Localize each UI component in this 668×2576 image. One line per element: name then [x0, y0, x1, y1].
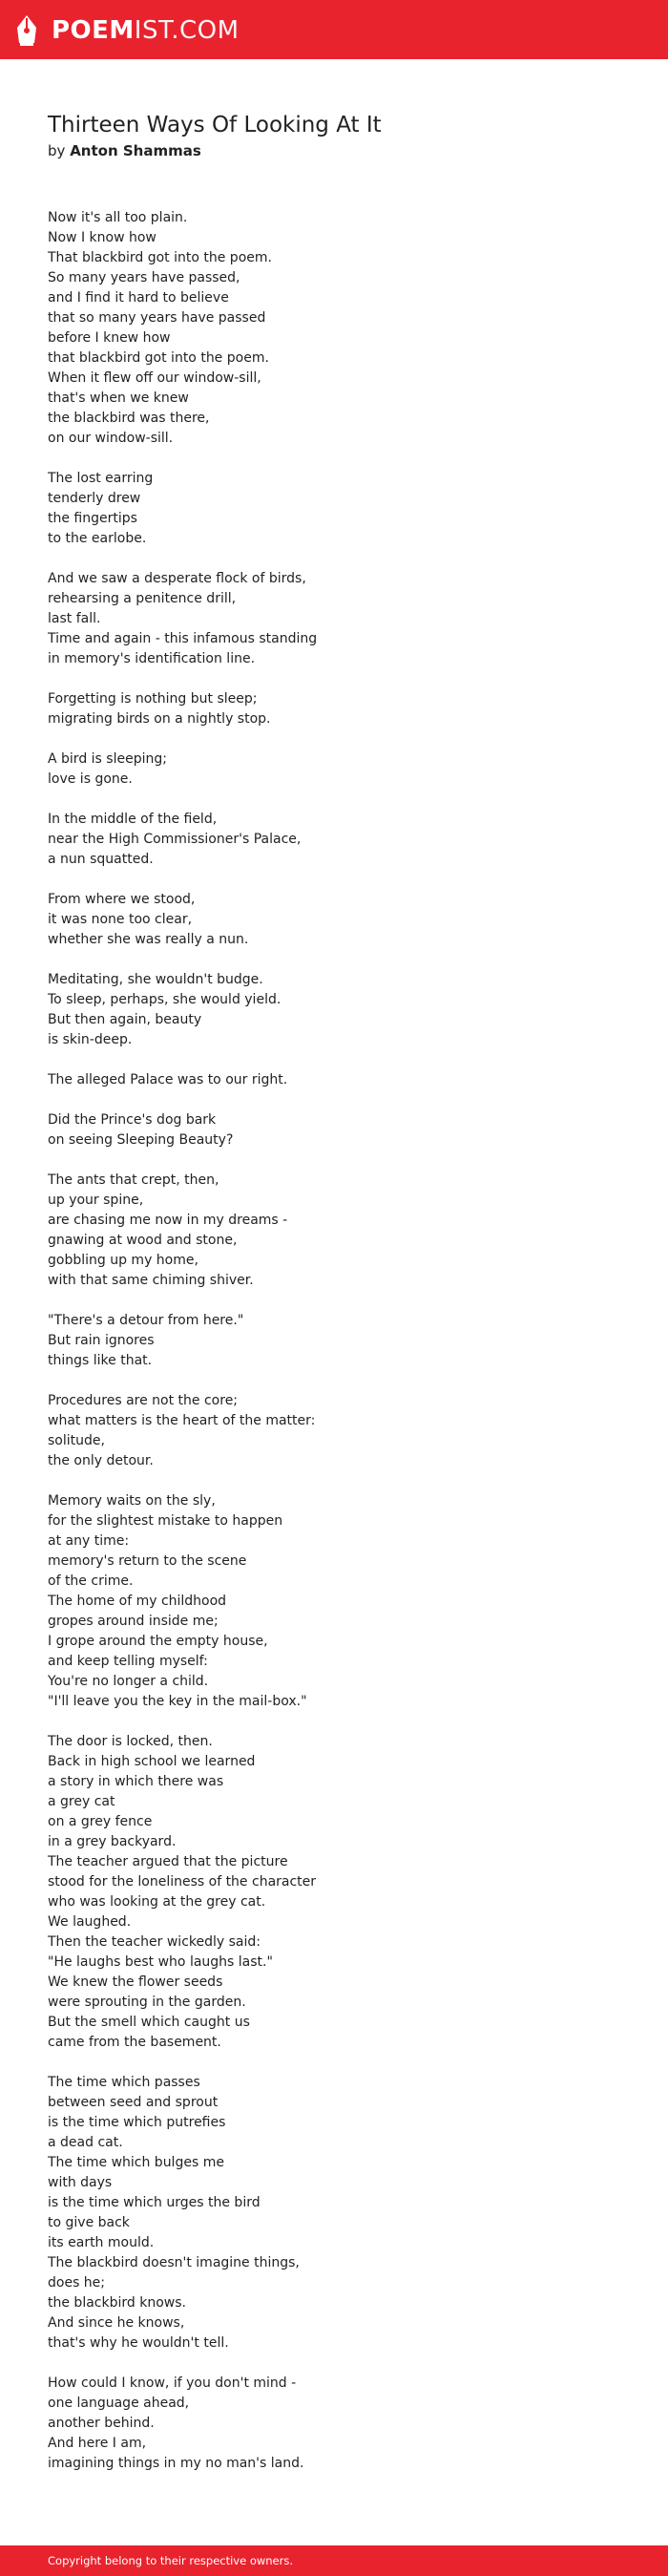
poem-line: who was looking at the grey cat.: [48, 1894, 266, 1910]
poem-line: "There's a detour from here.": [48, 1313, 244, 1328]
poem-line: You're no longer a child.: [48, 1674, 209, 1689]
poem-line: on our window-sill.: [48, 431, 174, 446]
poem-line: A bird is sleeping;: [48, 751, 167, 767]
poem-line: "I'll leave you the key in the mail-box.": [48, 1694, 307, 1709]
poem-line: And here I am,: [48, 2436, 147, 2451]
poem-line: is the time which urges the bird: [48, 2195, 261, 2210]
poem-line: a dead cat.: [48, 2135, 123, 2150]
poem-line: on seeing Sleeping Beauty?: [48, 1132, 234, 1148]
poem-stanza: [48, 810, 620, 870]
poem-stanza: [48, 1732, 620, 2053]
poem-line: the blackbird knows.: [48, 2295, 186, 2311]
poem-line: The blackbird doesn't imagine things,: [48, 2255, 300, 2270]
quill-pen-icon: [15, 14, 38, 47]
poem-line: its earth mould.: [48, 2235, 155, 2250]
poem-line: is the time which putrefies: [48, 2115, 226, 2130]
poem-line: We knew the flower seeds: [48, 1974, 223, 1990]
poem-line: How could I know, if you don't mind -: [48, 2375, 297, 2391]
poem-line: From where we stood,: [48, 892, 196, 907]
poem-line: stood for the loneliness of the character: [48, 1874, 317, 1890]
poem-line: imagining things in my no man's land.: [48, 2456, 304, 2471]
logo-text-bold: POEM: [52, 16, 135, 45]
poem-line: Back in high school we learned: [48, 1754, 256, 1769]
poem-line: up your spine,: [48, 1193, 144, 1208]
poem-stanza: [48, 569, 620, 669]
poem-line: gobbling up my home,: [48, 1253, 198, 1268]
poem-line: to the earlobe.: [48, 531, 147, 546]
poem-line: the only detour.: [48, 1453, 154, 1468]
poem-line: The ants that crept, then,: [48, 1172, 219, 1188]
poem-line: "He laughs best who laughs last.": [48, 1954, 273, 1970]
poem-line: before I knew how: [48, 330, 171, 346]
poem-line: Forgetting is nothing but sleep;: [48, 691, 258, 707]
poem-line: it was none too clear,: [48, 912, 193, 927]
poem-line: That blackbird got into the poem.: [48, 250, 272, 265]
poem-stanza: [48, 2073, 620, 2354]
poem-line: near the High Commissioner's Palace,: [48, 832, 302, 847]
poem-line: Meditating, she wouldn't budge.: [48, 972, 263, 987]
poem-line: But rain ignores: [48, 1333, 155, 1348]
poem-line: with days: [48, 2175, 113, 2190]
poem-line: I grope around the empty house,: [48, 1634, 268, 1649]
logo-text: [52, 14, 240, 47]
poem-stanza: [48, 1110, 620, 1151]
poem-line: with that same chiming shiver.: [48, 1273, 254, 1288]
poem-stanza: [48, 1171, 620, 1291]
poem-line: in memory's identification line.: [48, 651, 256, 666]
poem-line: that so many years have passed: [48, 310, 266, 326]
poem-line: are chasing me now in my dreams -: [48, 1213, 288, 1228]
poem-line: that's when we knew: [48, 391, 189, 406]
poem-stanza: [48, 1311, 620, 1371]
poem-line: in a grey backyard.: [48, 1834, 177, 1849]
poem-line: whether she was really a nun.: [48, 932, 249, 947]
poem-line: for the slightest mistake to happen: [48, 1513, 283, 1529]
poem-line: Procedures are not the core;: [48, 1393, 239, 1408]
poem-line: that blackbird got into the poem.: [48, 350, 269, 366]
poem-line: In the middle of the field,: [48, 812, 218, 827]
poem-stanza: [48, 689, 620, 729]
poem-line: Then the teacher wickedly said:: [48, 1934, 261, 1950]
poem-line: And we saw a desperate flock of birds,: [48, 571, 306, 586]
poem-byline: [48, 140, 201, 161]
poem-line: one language ahead,: [48, 2396, 190, 2411]
poem-line: But then again, beauty: [48, 1012, 202, 1027]
poem-line: at any time:: [48, 1533, 130, 1549]
poem-stanza: [48, 469, 620, 549]
poem-body: [48, 208, 620, 2494]
poem-line: gropes around inside me;: [48, 1614, 219, 1629]
poem-line: So many years have passed,: [48, 270, 240, 285]
poem-line: on a grey fence: [48, 1814, 153, 1829]
poem-line: Now it's all too plain.: [48, 210, 188, 225]
poem-stanza: [48, 1391, 620, 1471]
logo-text-light: IST.COM: [134, 16, 240, 45]
poem-line: the fingertips: [48, 511, 137, 526]
poem-line: And since he knows,: [48, 2315, 185, 2331]
poem-line: To sleep, perhaps, she would yield.: [48, 992, 282, 1007]
poem-line: a story in which there was: [48, 1774, 224, 1789]
poem-line: to give back: [48, 2215, 130, 2230]
poem-line: were sprouting in the garden.: [48, 1995, 246, 2010]
poem-line: a nun squatted.: [48, 852, 154, 867]
poem-line: Did the Prince's dog bark: [48, 1112, 217, 1128]
poem-line: The door is locked, then.: [48, 1734, 213, 1749]
poem-line: The time which passes: [48, 2075, 200, 2090]
poem-line: between seed and sprout: [48, 2095, 219, 2110]
poem-line: of the crime.: [48, 1573, 134, 1589]
poem-line: and keep telling myself:: [48, 1654, 208, 1669]
poem-line: The time which bulges me: [48, 2155, 224, 2170]
poem-line: Now I know how: [48, 230, 157, 245]
poem-line: rehearsing a penitence drill,: [48, 591, 237, 606]
poem-line: last fall.: [48, 611, 101, 626]
poem-stanza: [48, 208, 620, 449]
poem-line: tenderly drew: [48, 491, 141, 506]
poem-line: does he;: [48, 2275, 106, 2291]
poem-line: gnawing at wood and stone,: [48, 1233, 238, 1248]
poem-stanza: [48, 1491, 620, 1712]
poem-line: We laughed.: [48, 1914, 132, 1930]
poem-line: Memory waits on the sly,: [48, 1493, 216, 1509]
poem-line: solitude,: [48, 1433, 105, 1448]
poem-line: that's why he wouldn't tell.: [48, 2335, 229, 2351]
site-footer: [0, 2545, 668, 2576]
poem-line: Time and again - this infamous standing: [48, 631, 318, 646]
poem-line: migrating birds on a nightly stop.: [48, 711, 271, 727]
poem-stanza: [48, 2374, 620, 2474]
poem-line: what matters is the heart of the matter:: [48, 1413, 316, 1428]
poem-line: love is gone.: [48, 771, 133, 787]
poem-line: memory's return to the scene: [48, 1553, 247, 1569]
poem-line: When it flew off our window-sill,: [48, 370, 261, 386]
poem-stanza: [48, 750, 620, 790]
author-name[interactable]: Anton Shammas: [70, 142, 201, 159]
poem-line: the blackbird was there,: [48, 411, 210, 426]
poem-title: Thirteen Ways Of Looking At It: [48, 113, 382, 137]
poem-stanza: [48, 1070, 620, 1090]
poem-line: another behind.: [48, 2416, 155, 2431]
site-logo[interactable]: [15, 14, 240, 47]
poem-line: The home of my childhood: [48, 1594, 227, 1609]
poem-line: things like that.: [48, 1353, 153, 1368]
poem-line: But the smell which caught us: [48, 2015, 250, 2030]
copyright-text: Copyright belong to their respective owners.: [48, 2554, 294, 2567]
poem-line: a grey cat: [48, 1794, 115, 1809]
poem-stanza: [48, 970, 620, 1050]
poem-line: The lost earring: [48, 471, 154, 486]
poem-line: The alleged Palace was to our right.: [48, 1072, 288, 1087]
byline-label: by: [48, 142, 66, 159]
poem-stanza: [48, 890, 620, 950]
poem-line: The teacher argued that the picture: [48, 1854, 288, 1869]
site-header: [0, 0, 668, 59]
poem-line: and I find it hard to believe: [48, 290, 229, 306]
poem-line: is skin-deep.: [48, 1032, 133, 1047]
poem-line: came from the basement.: [48, 2035, 221, 2050]
